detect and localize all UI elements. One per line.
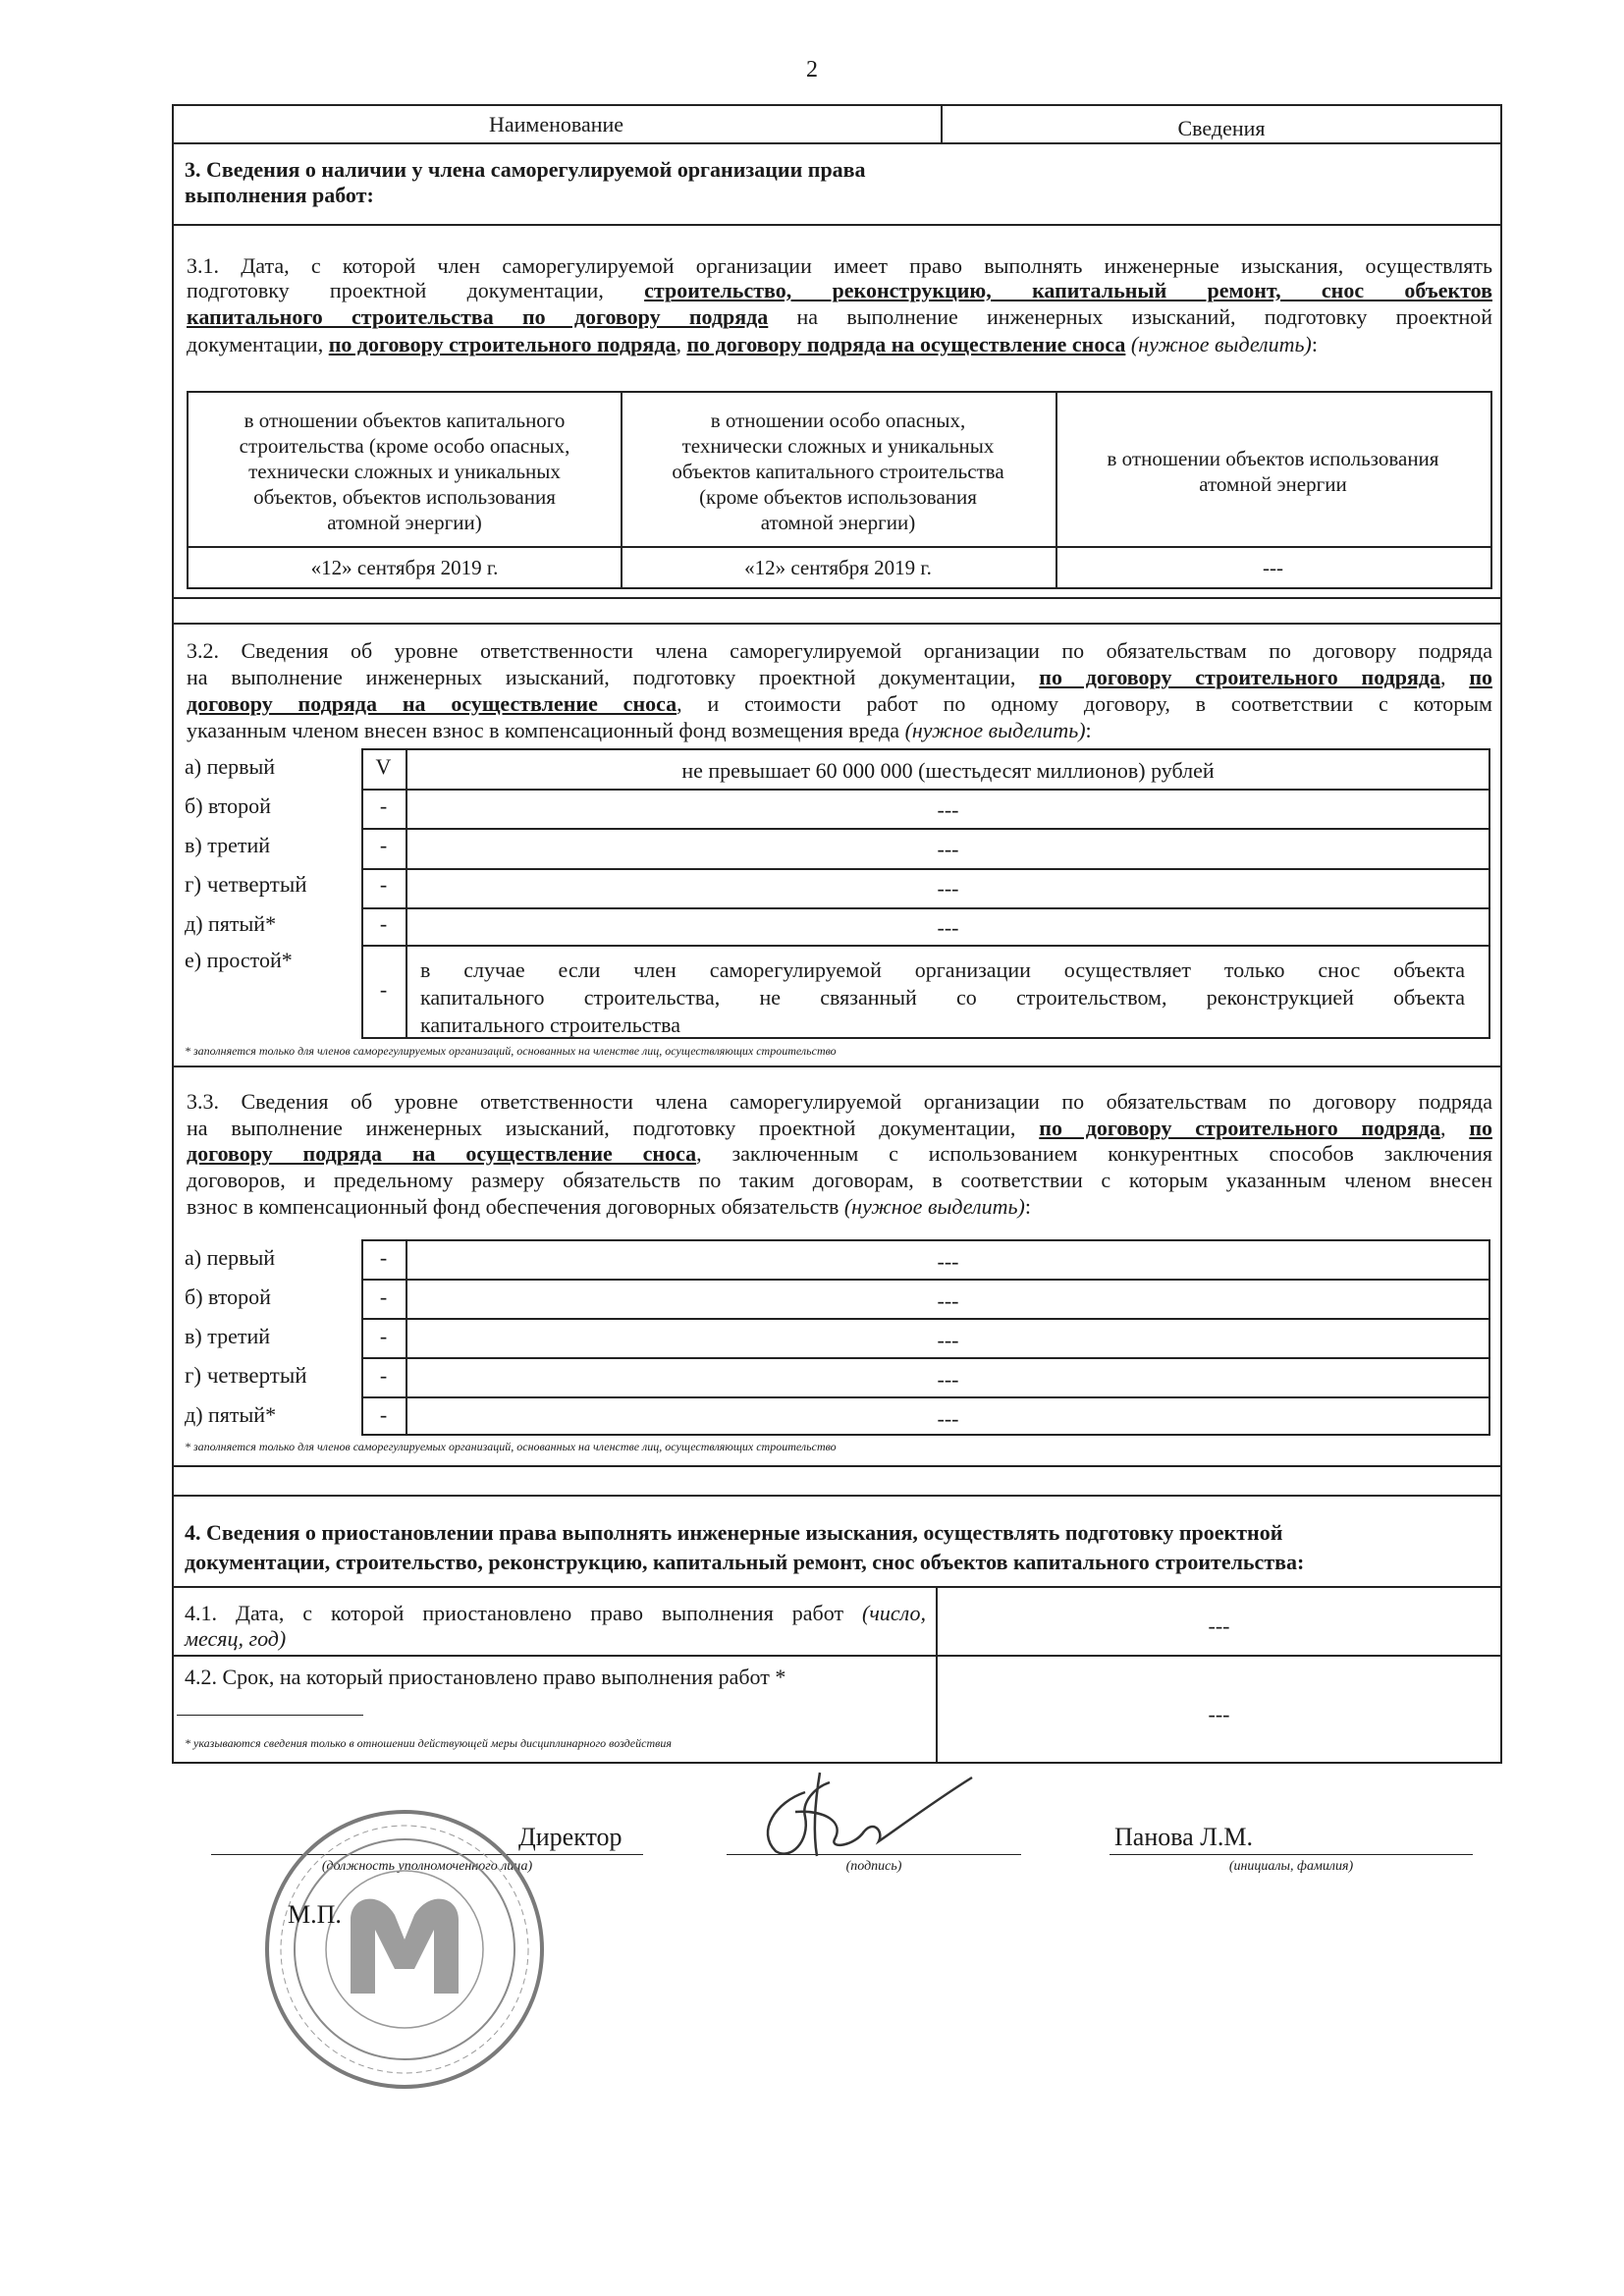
position-caption: (должность уполномоченного лица): [321, 1859, 533, 1874]
s32-line3: договору подряда на осуществление сноса, и стоимости работ по одному договору, в соответствии с которым: [187, 691, 1492, 716]
section4-title-line1: 4. Сведения о приостановлении права выполнять инженерные изыскания, осуществлять подготовку проектной: [185, 1520, 1283, 1545]
s32-level-mark: -: [379, 833, 388, 857]
s33-level-value: ---: [937, 1328, 959, 1352]
s33-level-label: г) четвертый: [185, 1363, 307, 1388]
s31-date1: «12» сентября 2019 г.: [310, 556, 499, 579]
organization-seal: [257, 1802, 552, 2097]
s33-line5: взнос в компенсационный фонд обеспечения договорных обязательств (нужное выделить):: [187, 1194, 1031, 1219]
seal-label: М.П.: [288, 1900, 342, 1929]
s32-simple-level-line3: капитального строительства: [420, 1012, 681, 1037]
s33-level-value: ---: [937, 1367, 959, 1392]
s31-date3: ---: [1263, 556, 1283, 579]
s31-bottom-line: [172, 597, 1502, 599]
s32-line1: 3.2. Сведения об уровне ответственности члена саморегулируемой организации по обязательствам по договору подряда: [187, 638, 1492, 663]
section3-title-line1: 3. Сведения о наличии у члена саморегулируемой организации права: [185, 157, 866, 182]
signer-position: Директор: [518, 1823, 623, 1851]
s32-level-label: а) первый: [185, 754, 276, 779]
s32-level-label: д) пятый*: [185, 911, 277, 936]
s32-level-mark: -: [379, 977, 388, 1002]
s32-level-mark: V: [375, 754, 392, 779]
s33-level-mark: -: [379, 1285, 388, 1309]
s31-col1-heading: в отношении объектов капитального строительства (кроме особо опасных, технически сложных и уникальных объектов, объектов использования атомной энергии): [239, 409, 570, 534]
section4-top-line: [172, 1495, 1502, 1497]
signer-name: Панова Л.М.: [1114, 1823, 1253, 1851]
s31-date2: «12» сентября 2019 г.: [744, 556, 932, 579]
s33-bottom-line: [172, 1465, 1502, 1467]
s32-level-value: ---: [937, 915, 959, 940]
s41-label-line1: 4.1. Дата, с которой приостановлено право выполнения работ (число,: [185, 1601, 926, 1625]
s32-level-value: ---: [937, 837, 959, 861]
s4-footnote: * указываются сведения только в отношении действующей меры дисциплинарного воздействия: [185, 1736, 672, 1750]
s31-col2-heading: в отношении особо опасных, технически сложных и уникальных объектов капитального строительства (кроме объектов использования атомной энергии): [672, 409, 1004, 534]
s31-dates-table: [187, 391, 1492, 589]
section4-title-line2: документации, строительство, реконструкцию, капитальный ремонт, снос объектов капитального строительства:: [185, 1550, 1305, 1574]
s33-line3: договору подряда на осуществление сноса, заключенным с использованием конкурентных способов заключения: [187, 1141, 1492, 1166]
s31-line2: подготовку проектной документации, строительство, реконструкцию, капитальный ремонт, снос объектов: [187, 278, 1492, 302]
s31-col3-heading: в отношении объектов использования атомной энергии: [1107, 447, 1439, 496]
s32-line4: указанным членом внесен взнос в компенсационный фонд возмещения вреда (нужное выделить):: [187, 718, 1092, 742]
page-number: 2: [806, 57, 818, 82]
s33-level-label: б) второй: [185, 1285, 271, 1309]
s32-level-label: в) третий: [185, 833, 271, 857]
s32-simple-level-line2: капитального строительства, не связанный со строительством, реконструкцией объекта: [420, 985, 1465, 1010]
s33-level-value: ---: [937, 1406, 959, 1431]
s32-level-value: ---: [937, 876, 959, 901]
s33-level-mark: -: [379, 1245, 388, 1270]
s32-level-mark: -: [379, 793, 388, 818]
s33-level-mark: -: [379, 1363, 388, 1388]
s33-level-label: в) третий: [185, 1324, 271, 1348]
s33-level-value: ---: [937, 1288, 959, 1313]
s31-line3: капитального строительства по договору подряда на выполнение инженерных изысканий, подготовку проектной: [187, 304, 1492, 329]
s32-level-label: б) второй: [185, 793, 271, 818]
s32-level-value: ---: [937, 797, 959, 822]
s31-line1: 3.1. Дата, с которой член саморегулируемой организации имеет право выполнять инженерные изыскания, осуществлять: [187, 253, 1492, 278]
name-caption: (инициалы, фамилия): [1228, 1859, 1354, 1874]
handwritten-signature: [736, 1763, 982, 1871]
s33-level-label: а) первый: [185, 1245, 276, 1270]
s32-level-mark: -: [379, 872, 388, 897]
s32-footnote: * заполняется только для членов саморегулируемых организаций, основанных на членстве лиц, осуществляющих строительство: [185, 1044, 837, 1058]
s32-top-line: [172, 623, 1502, 625]
s33-level-value: ---: [937, 1249, 959, 1274]
s41-value: ---: [1208, 1613, 1230, 1638]
s41-label-line2: месяц, год): [185, 1626, 287, 1651]
s32-level-label: г) четвертый: [185, 872, 307, 897]
s42-label: 4.2. Срок, на который приостановлено право выполнения работ *: [185, 1665, 786, 1689]
header-col-name: Наименование: [488, 112, 624, 137]
s33-line2: на выполнение инженерных изысканий, подготовку проектной документации, по договору строительного подряда, по: [187, 1116, 1492, 1140]
s33-line4: договоров, и предельному размеру обязательств по таким договорам, в соответствии с которым указанным членом внесен: [187, 1168, 1492, 1192]
s32-level-value: не превышает 60 000 000 (шестьдесят миллионов) рублей: [681, 758, 1215, 783]
s31-line4: документации, по договору строительного подряда, по договору подряда на осуществление сноса (нужное выделить):: [187, 332, 1318, 356]
signature-caption: (подпись): [845, 1859, 902, 1874]
s32-level-label: е) простой*: [185, 948, 293, 972]
s33-footnote: * заполняется только для членов саморегулируемых организаций, основанных на членстве лиц, осуществляющих строительство: [185, 1440, 837, 1453]
s33-level-mark: -: [379, 1324, 388, 1348]
s32-line2: на выполнение инженерных изысканий, подготовку проектной документации, по договору строительного подряда, по: [187, 665, 1492, 689]
header-col-info: Сведения: [1177, 116, 1266, 140]
s42-value: ---: [1208, 1702, 1230, 1726]
s33-level-mark: -: [379, 1402, 388, 1427]
s33-level-label: д) пятый*: [185, 1402, 277, 1427]
s32-simple-level-line1: в случае если член саморегулируемой организации осуществляет только снос объекта: [420, 957, 1465, 982]
s32-level-mark: -: [379, 911, 388, 936]
section3-bottom-line: [172, 224, 1502, 226]
section3-title-line2: выполнения работ:: [185, 183, 374, 207]
s33-line1: 3.3. Сведения об уровне ответственности члена саморегулируемой организации по обязательствам по договору подряда: [187, 1089, 1492, 1114]
s32-bottom-line: [172, 1066, 1502, 1067]
header-bottom-line: [172, 142, 1502, 144]
